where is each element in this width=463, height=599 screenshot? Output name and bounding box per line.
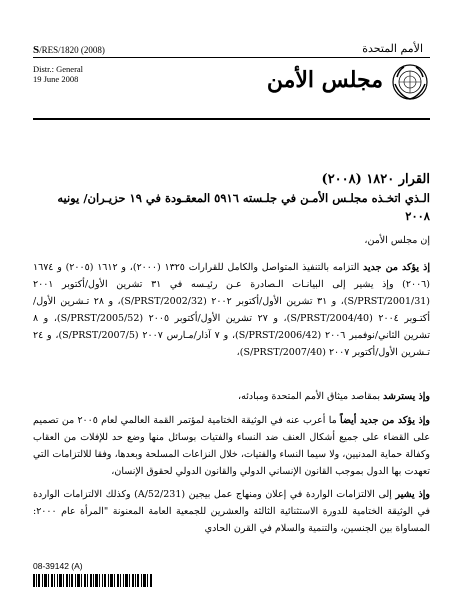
paragraph-3 (33, 412, 430, 480)
paragraph-2 (33, 388, 430, 405)
document-symbol (33, 44, 105, 56)
distribution-block (33, 64, 83, 84)
header-rule (33, 118, 430, 120)
paragraph-1 (33, 259, 430, 361)
symbol-rest: /RES/1820 (2008) (39, 45, 105, 55)
paragraph-2-text: بمقاصد ميثاق الأمم المتحدة ومبادئه، (238, 391, 384, 402)
paragraph-4 (33, 486, 430, 537)
council-name: مجلس الأمن (266, 67, 383, 93)
un-emblem-icon (390, 62, 430, 102)
barcode-icon (33, 574, 153, 587)
resolution-subtitle: الـذي اتخـذه مجلـس الأمـن في جلـسته ٥٩١٦ المعقـودة في ١٩ حزيـران/ يونيه ٢٠٠٨ (57, 191, 430, 223)
paragraph-3-text: ما أعرب عنه في الوثيقة الختامية لمؤتمر القمة العالمي لعام ٢٠٠٥ من تصميم على القضاء على جميع أشكال العنف ضد النساء والفتيات بوسائل منها وضع حد للإفلات من العقاب وكفالة حماية المدنيين، ولا سيما النساء والفتيات، خلال النزاعات المسلحة وبعدها، وفقا للالتزامات التي تعهدت بها الدول بموجب القانون الإنساني الدولي والقانون الدولي لحقوق الإنسان، (33, 415, 430, 477)
resolution-title: القرار ١٨٢٠ (٢٠٠٨) (321, 172, 430, 187)
paragraph-1-text: التزامه بالتنفيذ المتواصل والكامل للقرارات ١٣٢٥ (٢٠٠٠)، و ١٦١٢ (٢٠٠٥) و ١٦٧٤ (٢٠٠٦) وإذ يشير إلى البيانـات الـصادرة عـن رئيـسه في ٣١ تشرين الأول/أكتوبر ٢٠٠١ (S/PRST/2001/31)، و ٣١ تشرين الأول/أكتوبر ٢٠٠٢ (S/PRST/2002/32)، و ٢٨ تـشرين الأول/أكتـوبر ٢٠٠٤ (S/PRST/2004/40)، و ٢٧ تشرين الأول/أكتوبر ٢٠٠٥ (S/PRST/2005/52)، و ٨ تشرين الثاني/نوفمبر ٢٠٠٦ (S/PRST/2006/42)، و ٧ آذار/مـارس ٢٠٠٧ (S/PRST/2007/5)، و ٢٤ تـشرين الأول/أكتوبر ٢٠٠٧ (S/PRST/2007/40)، (33, 262, 431, 358)
paragraph-3-lead: وإذ يؤكد من جديد أيضاً (339, 415, 430, 426)
paragraph-4-lead: وإذ يشير (395, 489, 430, 500)
paragraph-1-lead: إذ يؤكد من جديد (363, 262, 430, 273)
symbol-letter: S (33, 44, 40, 56)
footer-doc-number: 08-39142 (A) (33, 561, 83, 571)
distribution-label: Distr.: General (33, 64, 84, 74)
org-name: الأمم المتحدة (362, 42, 423, 55)
paragraph-4-text: إلى الالتزامات الواردة في إعلان ومنهاج عمل بيجين (A/52/231) وكذلك الالتزامات الواردة في الوثيقة الختامية للدورة الاستثنائية الثالثة والعشرين للجمعية العامة المعنونة "المرأة عام ٢٠٠٠: المساواة بين الجنسين، والتنمية والسلام في القرن الحادي (33, 489, 430, 534)
intro-paragraph: إن مجلس الأمن، (364, 235, 430, 246)
paragraph-2-lead: وإذ يسترشد (383, 391, 430, 402)
top-rule (33, 57, 430, 58)
issue-date: 19 June 2008 (33, 74, 79, 84)
